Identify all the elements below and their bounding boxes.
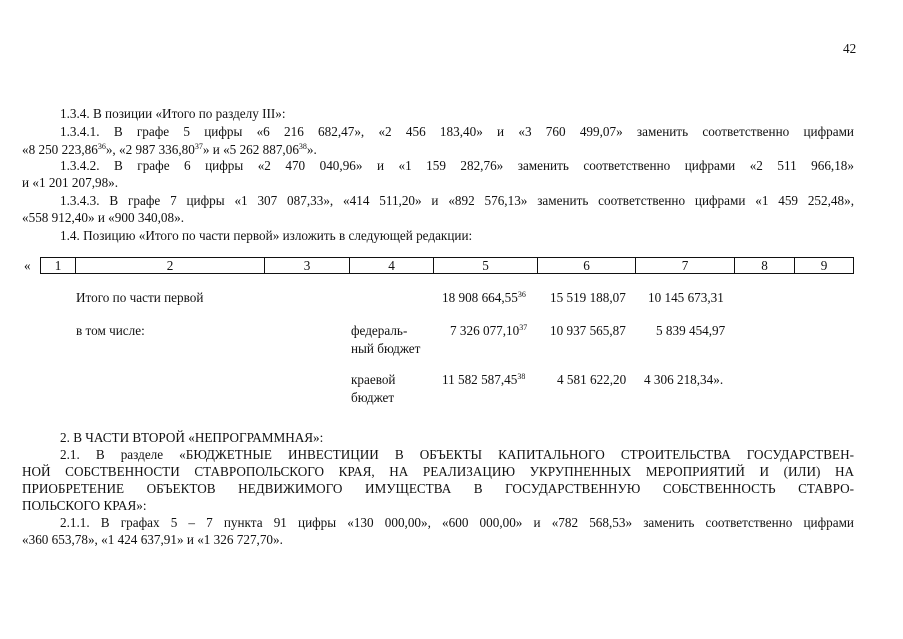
column-header-2: 2 [76, 258, 265, 273]
row-total-label: Итого по части первой [76, 290, 204, 305]
section-2-1-1-line2: «360 653,78», «1 424 637,91» и «1 326 727,70». [22, 532, 283, 547]
page-number: 42 [843, 41, 857, 56]
part-two-heading: 2. В ЧАСТИ ВТОРОЙ «НЕПРОГРАММНАЯ»: [60, 430, 324, 445]
section-2-1-line4: ПОЛЬСКОГО КРАЯ»: [22, 498, 147, 513]
column-header-3: 3 [265, 258, 350, 273]
row-total-col5: 18 908 664,55$^{36}$ [442, 290, 526, 305]
paragraph-1-3-4-2-line1: 1.3.4.2. В графе 6 цифры «2 470 040,96» и «1 159 282,76» заменить соответственно цифрами «2 511 966,18» [60, 158, 854, 173]
section-2-1-line1: 2.1. В разделе «БЮДЖЕТНЫЕ ИНВЕСТИЦИИ В ОБЪЕКТЫ КАПИТАЛЬНОГО СТРОИТЕЛЬСТВА ГОСУДАРСТВЕН- [60, 447, 854, 462]
column-header-6: 6 [538, 258, 636, 273]
column-header-9: 9 [820, 258, 828, 273]
table-open-quote: « [24, 258, 31, 273]
row-regional-col7: 4 306 218,34». [644, 372, 724, 387]
column-header-1: 1 [41, 258, 76, 273]
paragraph-1-3-4: 1.3.4. В позиции «Итого по разделу III»: [60, 106, 286, 121]
column-number-header-row [40, 257, 854, 274]
paragraph-1-3-4-1-line2: «8 250 223,86$^{36}$», «2 987 336,80$^{37}$» и «5 262 887,06$^{38}$». [22, 142, 317, 157]
column-header-8: 8 [735, 258, 795, 273]
row-regional-budget-label-line2: бюджет [351, 390, 395, 405]
section-2-1-line3: ПРИОБРЕТЕНИЕ ОБЪЕКТОВ НЕДВИЖИМОГО ИМУЩЕСТВА В ГОСУДАРСТВЕННУЮ СОБСТВЕННОСТЬ СТАВРО- [22, 481, 854, 496]
row-including-label: в том числе: [76, 323, 145, 338]
column-header-7: 7 [636, 258, 735, 273]
paragraph-1-3-4-2-line2: и «1 201 207,98». [22, 175, 119, 190]
row-federal-budget-label-line2: ный бюджет [351, 341, 421, 356]
row-regional-col6: 4 581 622,20 [557, 372, 627, 387]
section-2-1-1-line1: 2.1.1. В графах 5 – 7 пункта 91 цифры «130 000,00», «600 000,00» и «782 568,53» заменить соответственно цифрами [60, 515, 854, 530]
row-total-col6: 15 519 188,07 [550, 290, 626, 305]
row-federal-col6: 10 937 565,87 [550, 323, 626, 338]
row-federal-col5: 7 326 077,10$^{37}$ [450, 323, 528, 338]
column-header-4: 4 [350, 258, 434, 273]
paragraph-1-3-4-3-line1: 1.3.4.3. В графе 7 цифры «1 307 087,33», «414 511,20» и «892 576,13» заменить соответственно цифрами «1 459 252,48», [60, 193, 854, 208]
paragraph-1-3-4-3-line2: «558 912,40» и «900 340,08». [22, 210, 185, 225]
section-2-1-line2: НОЙ СОБСТВЕННОСТИ СТАВРОПОЛЬСКОГО КРАЯ, НА РЕАЛИЗАЦИЮ УКРУПНЕННЫХ МЕРОПРИЯТИЙ И (ИЛИ) НА [22, 464, 854, 479]
row-regional-budget-label-line1: краевой [351, 372, 396, 387]
paragraph-1-4: 1.4. Позицию «Итого по части первой» изложить в следующей редакции: [60, 228, 473, 243]
paragraph-1-3-4-1-line1: 1.3.4.1. В графе 5 цифры «6 216 682,47», «2 456 183,40» и «3 760 499,07» заменить соответственно цифрами [60, 124, 854, 139]
row-total-col7: 10 145 673,31 [648, 290, 724, 305]
row-federal-col7: 5 839 454,97 [656, 323, 726, 338]
row-regional-col5: 11 582 587,45$^{38}$ [442, 372, 526, 387]
column-header-5: 5 [434, 258, 538, 273]
row-federal-budget-label-line1: федераль- [351, 323, 408, 338]
